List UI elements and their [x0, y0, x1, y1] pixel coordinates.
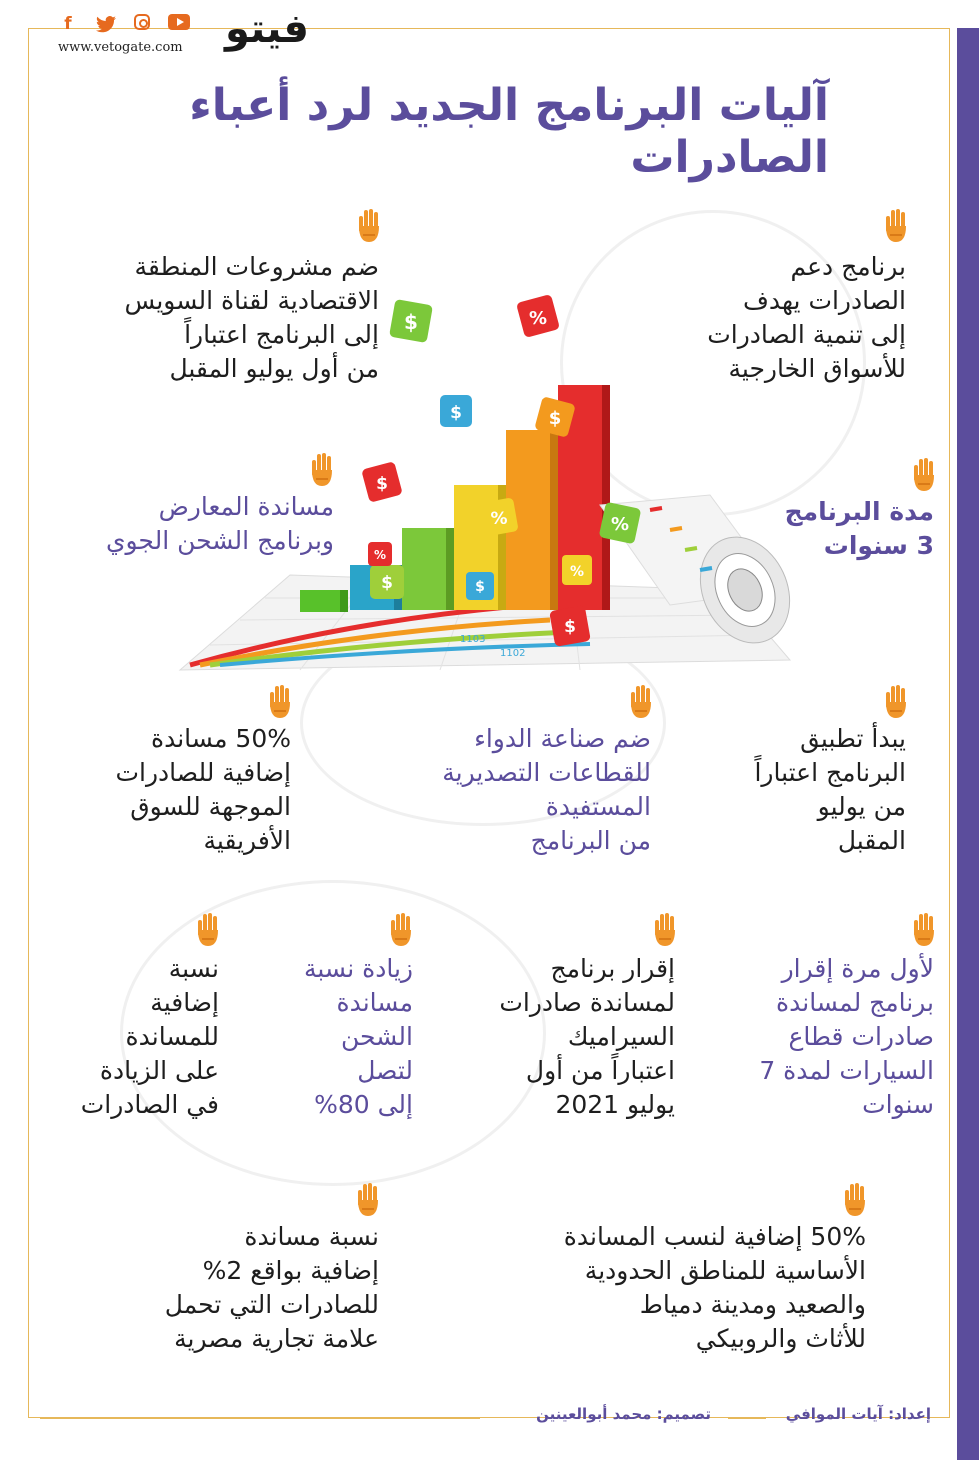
hand-icon [884, 684, 908, 720]
svg-text:$: $ [564, 617, 576, 637]
item-suez-zone: ضم مشروعات المنطقة الاقتصادية لقناة السويس إلى البرنامج اعتباراً من أول يوليو المقبل [124, 252, 379, 383]
svg-text:%: % [569, 564, 585, 580]
site-url[interactable]: www.vetogate.com [58, 40, 183, 55]
hand-icon [653, 912, 677, 948]
preparer-credit: إعداد: آيات الموافي [785, 1405, 931, 1423]
hand-icon [357, 208, 381, 244]
item-shipping: زيادة نسبة مساندة الشحن لتصل إلى 80% [303, 954, 413, 1119]
svg-text:%: % [610, 514, 630, 535]
item-program-duration: مدة البرنامج 3 سنوات [784, 497, 934, 560]
item-start-date: يبدأ تطبيق البرنامج اعتباراً من يوليو المقبل [754, 724, 906, 855]
hand-icon [843, 1182, 867, 1218]
twitter-icon[interactable] [96, 14, 116, 34]
die-red-small [361, 461, 403, 503]
hand-icon [629, 684, 653, 720]
item-exhibitions: مساندة المعارض وبرنامج الشحن الجوي [105, 492, 334, 555]
hand-icon [884, 208, 908, 244]
item-border-regions: 50% إضافية لنسب المساندة الأساسية للمناطق الحدودية والصعيد ومدينة دمياط للأثاث والروبيكي [563, 1222, 866, 1353]
hand-icon [268, 684, 292, 720]
bar-1 [300, 590, 348, 612]
die-lightgreen [599, 502, 642, 545]
item-cars: لأول مرة إقرار برنامج لمساندة صادرات قطاع السيارات لمدة 7 سنوات [759, 954, 934, 1119]
social-icons [58, 14, 190, 34]
die-lime [370, 565, 404, 599]
credits-line [40, 1417, 480, 1419]
svg-text:$: $ [548, 408, 562, 429]
die-red [516, 294, 560, 338]
hand-icon [389, 912, 413, 948]
hand-icon [356, 1182, 380, 1218]
die-red-2 [368, 542, 392, 566]
credits-line [728, 1417, 766, 1419]
svg-text:$: $ [450, 403, 462, 423]
item-egyptian-brand: نسبة مساندة إضافية بواقع 2% للصادرات التي تحمل علامة تجارية مصرية [164, 1222, 379, 1353]
die-yellow-2 [562, 555, 592, 585]
purple-side-bar [957, 28, 979, 1460]
svg-text:%: % [528, 308, 548, 329]
youtube-icon[interactable] [168, 14, 190, 30]
item-ceramics: إقرار برنامج لمساندة صادرات السيراميك اعتباراً من أول يوليو 2021 [499, 954, 675, 1119]
die-yellow [479, 497, 518, 536]
designer-credit: تصميم: محمد أبوالعينين [536, 1405, 711, 1423]
instagram-icon[interactable] [134, 14, 150, 30]
hand-icon [912, 457, 936, 493]
hand-icon [196, 912, 220, 948]
svg-text:$: $ [404, 310, 418, 334]
svg-text:$: $ [475, 579, 485, 595]
hand-icon [912, 912, 936, 948]
svg-text:$: $ [376, 474, 388, 494]
chart-illustration [170, 260, 810, 680]
die-blue [440, 395, 472, 427]
item-africa: 50% مساندة إضافية للصادرات الموجهة للسوق الأفريقية [115, 724, 291, 855]
vetogate-logo: فيتو [225, 6, 309, 52]
die-green [389, 299, 433, 343]
paper-label: 1102 [500, 648, 526, 659]
paper-label: 1103 [460, 634, 486, 645]
item-pharma: ضم صناعة الدواء للقطاعات التصديرية المستفيدة من البرنامج [442, 724, 651, 855]
die-blue-2 [466, 572, 494, 600]
svg-text:%: % [490, 509, 508, 529]
bar-3 [402, 528, 454, 610]
item-export-support-goal: برنامج دعم الصادرات يهدف إلى تنمية الصادرات للأسواق الخارجية [707, 252, 906, 383]
svg-text:$: $ [381, 573, 393, 593]
facebook-icon[interactable]: f [64, 14, 72, 34]
die-red-3 [549, 605, 591, 647]
svg-text:%: % [373, 548, 387, 562]
page-title: آليات البرنامج الجديد لرد أعباء الصادرات [189, 80, 829, 183]
item-increase-bonus: نسبة إضافية للمساندة على الزيادة في الصادرات [80, 954, 219, 1119]
